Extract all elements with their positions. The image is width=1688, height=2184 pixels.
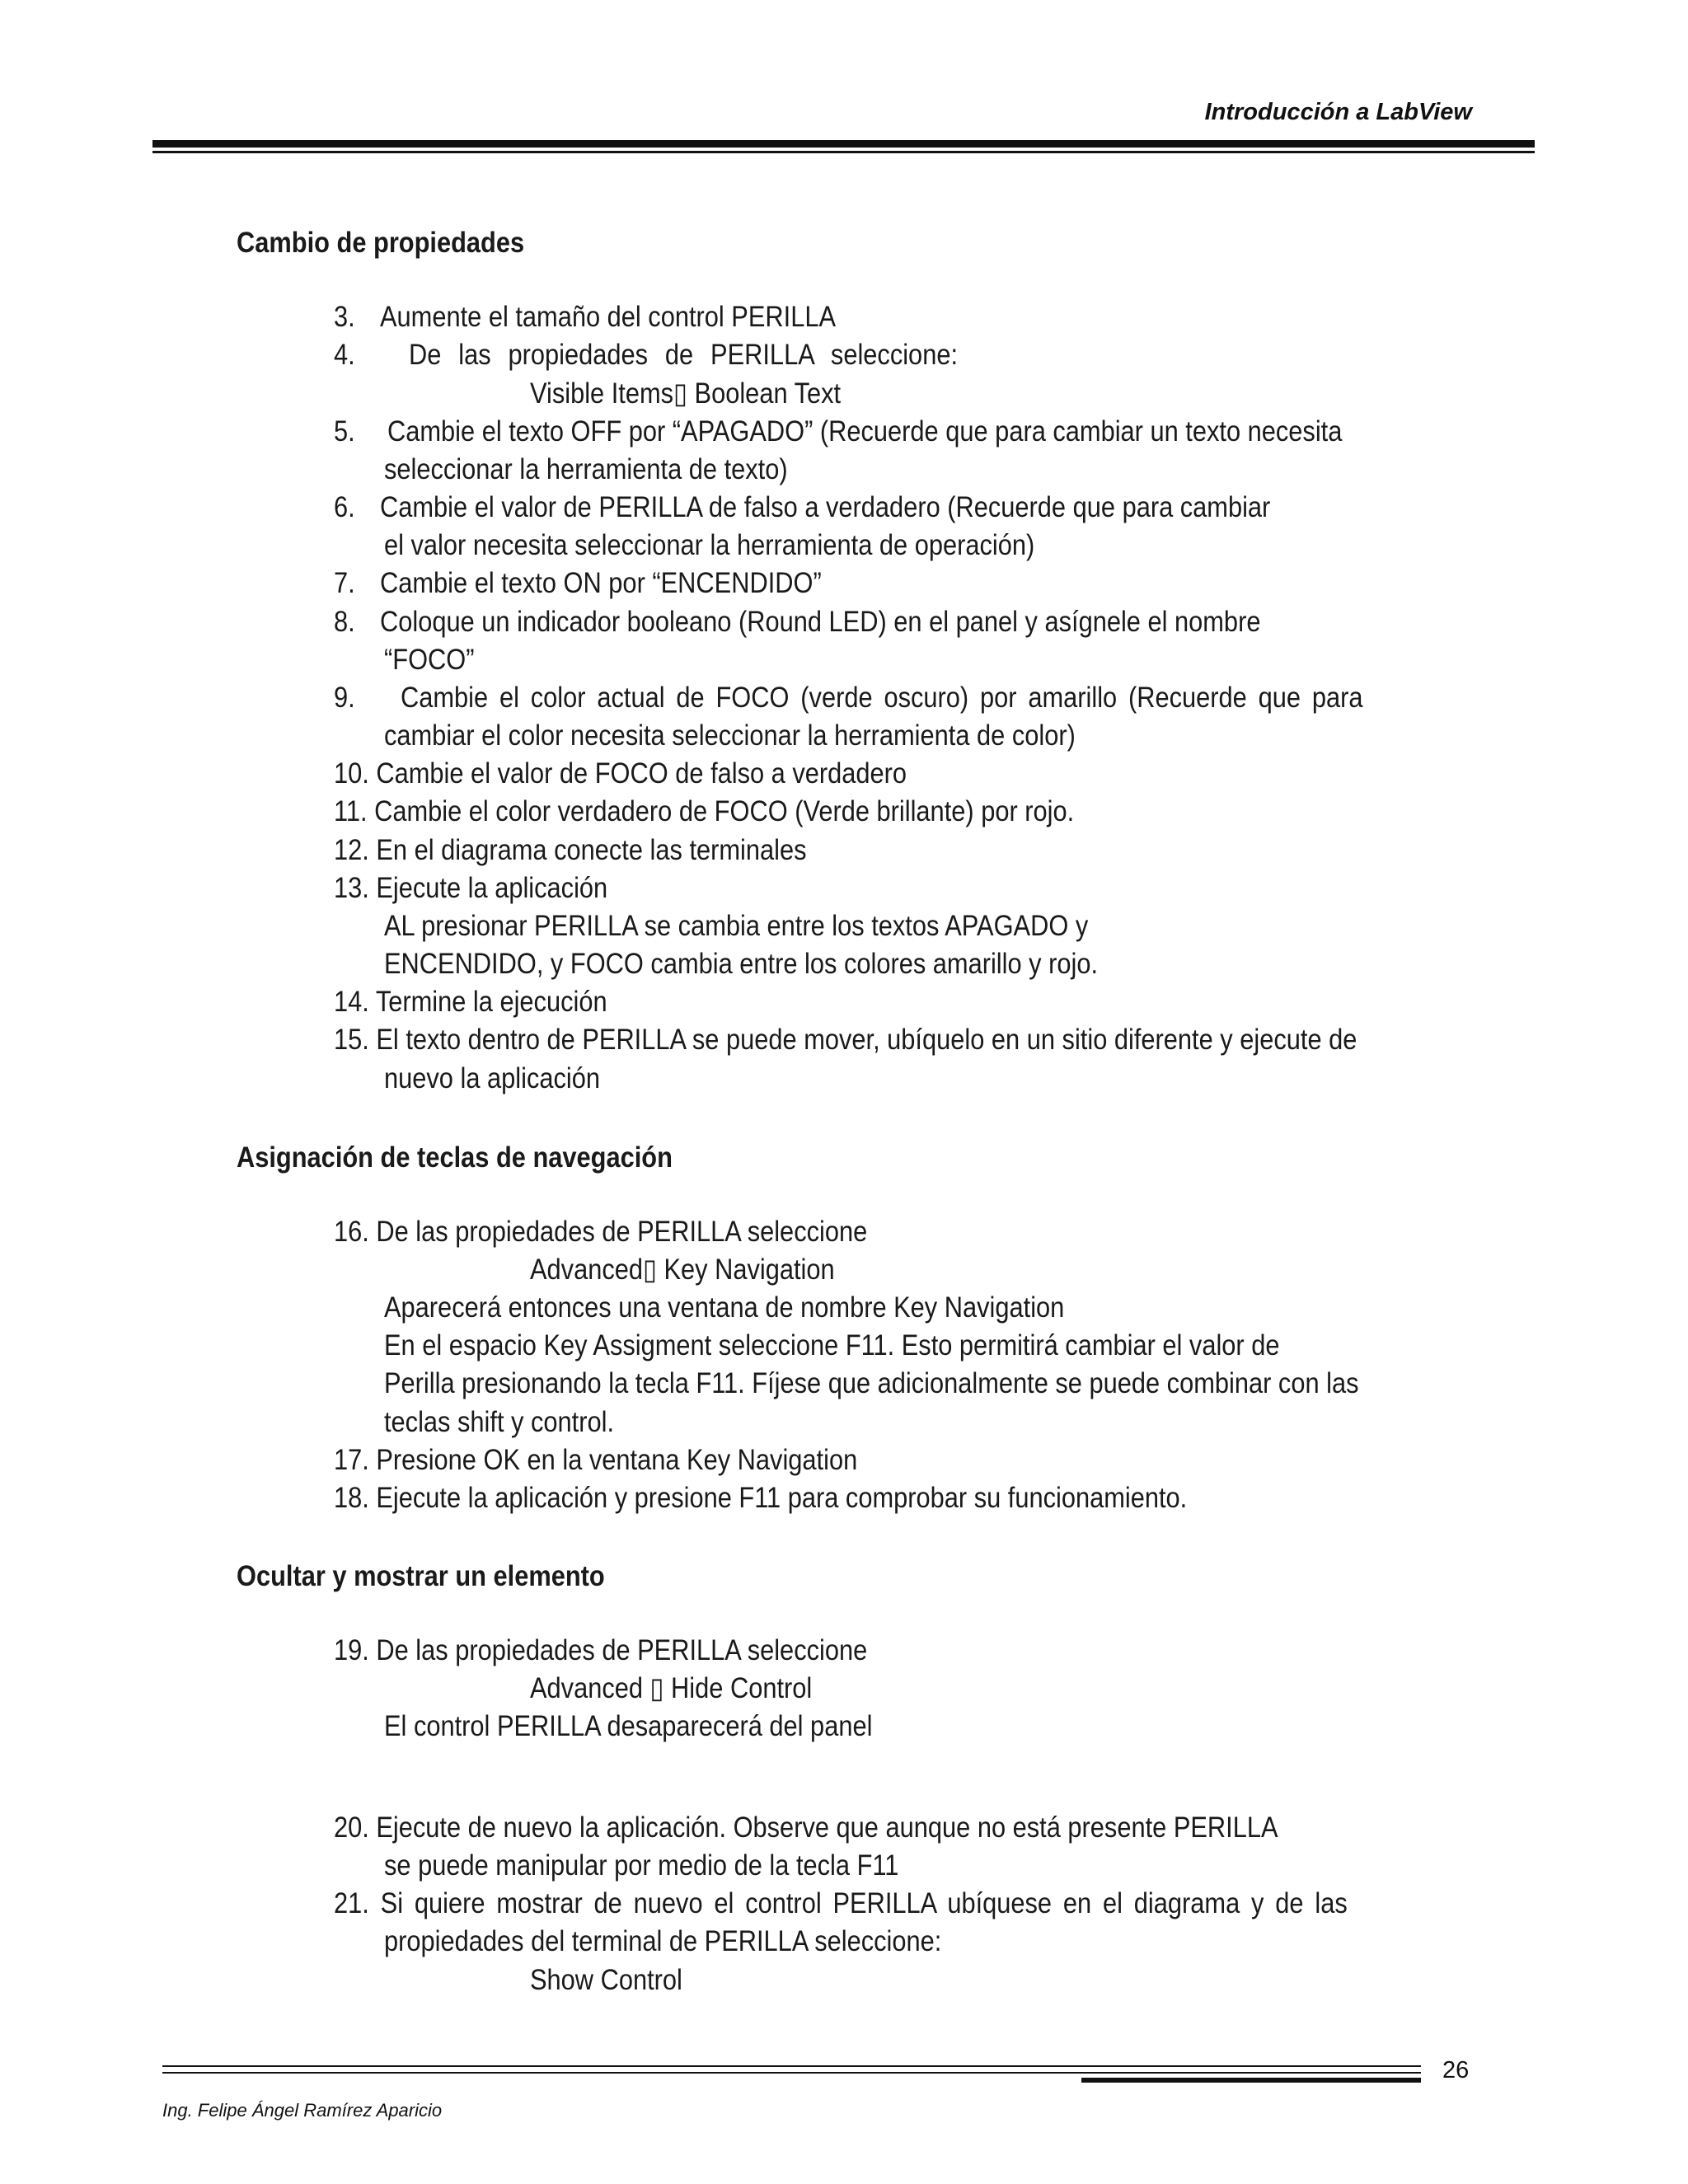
list-item-text: Coloque un indicador booleano (Round LED) en el panel y asígnele el nombre [380, 606, 1261, 638]
list-item-text: Perilla presionando la tecla F11. Fíjese que adicionalmente se puede combinar con las [384, 1367, 1359, 1399]
list-item-text: 19. De las propiedades de PERILLA seleccione [334, 1634, 868, 1666]
footer-rule [162, 2072, 1421, 2074]
list-item-text: De las propiedades de PERILLA seleccione: [409, 339, 959, 371]
list-item-text: 17. Presione OK en la ventana Key Navigation [334, 1444, 858, 1476]
list-item-text: “FOCO” [384, 644, 475, 676]
list-item-text: 13. Ejecute la aplicación [334, 872, 608, 904]
item-number: 5. [334, 415, 355, 448]
list-item-text: 18. Ejecute la aplicación y presione F11 para comprobar su funcionamiento. [334, 1482, 1188, 1514]
header-title: Introducción a LabView [1204, 99, 1472, 125]
list-item-text: el valor necesita seleccionar la herramienta de operación) [384, 529, 1035, 561]
list-item-text: Cambie el color actual de FOCO (verde oscuro) por amarillo (Recuerde que para [401, 682, 1363, 714]
item-number: 4. [334, 339, 355, 371]
list-item-text: nuevo la aplicación [384, 1062, 600, 1094]
list-item-text: Cambie el texto ON por “ENCENDIDO” [380, 567, 822, 599]
menu-path: Advanced ▯ Hide Control [530, 1672, 813, 1704]
list-item-text: El control PERILLA desaparecerá del panel [384, 1710, 873, 1742]
section-heading-ocultar-mostrar: Ocultar y mostrar un elemento [237, 1560, 605, 1592]
list-item-text: 16. De las propiedades de PERILLA seleccione [334, 1216, 868, 1248]
item-number: 9. [334, 682, 355, 714]
list-item-text: 12. En el diagrama conecte las terminales [334, 834, 807, 866]
page-number: 26 [1442, 2057, 1470, 2083]
list-item-text: AL presionar PERILLA se cambia entre los textos APAGADO y [384, 910, 1089, 942]
list-item-text: 21. Si quiere mostrar de nuevo el control PERILLA ubíquese en el diagrama y de las [334, 1887, 1348, 1919]
list-item-text: teclas shift y control. [384, 1406, 615, 1438]
footer-author: Ing. Felipe Ángel Ramírez Aparicio [162, 2100, 443, 2121]
list-item-text: Cambie el valor de PERILLA de falso a verdadero (Recuerde que para cambiar [380, 491, 1271, 523]
list-item-text: Aumente el tamaño del control PERILLA [380, 301, 837, 333]
footer-rule-thick [1081, 2078, 1421, 2083]
item-number: 3. [334, 301, 355, 333]
section-heading-cambio-propiedades: Cambio de propiedades [237, 227, 525, 259]
footer-rule [162, 2065, 1421, 2067]
list-item-text: En el espacio Key Assigment seleccione F11. Esto permitirá cambiar el valor de [384, 1329, 1280, 1361]
item-number: 7. [334, 567, 355, 599]
list-item-text: seleccionar la herramienta de texto) [384, 453, 788, 485]
header-rule-thin [152, 151, 1535, 153]
list-item-text: ENCENDIDO, y FOCO cambia entre los colores amarillo y rojo. [384, 948, 1099, 980]
header-rule [152, 140, 1535, 148]
list-item-text: se puede manipular por medio de la tecla F11 [384, 1849, 899, 1882]
list-item-text: propiedades del terminal de PERILLA seleccione: [384, 1925, 942, 1957]
list-item-text: 10. Cambie el valor de FOCO de falso a verdadero [334, 757, 907, 790]
section-heading-teclas-navegacion: Asignación de teclas de navegación [237, 1141, 673, 1174]
list-item-text: 11. Cambie el color verdadero de FOCO (Verde brillante) por rojo. [334, 795, 1075, 827]
menu-path: Visible Items▯ Boolean Text [530, 377, 842, 410]
list-item-text: 15. El texto dentro de PERILLA se puede mover, ubíquelo en un sitio diferente y ejecute de [334, 1024, 1357, 1056]
menu-path: Advanced▯ Key Navigation [530, 1254, 835, 1286]
list-item-text: Aparecerá entonces una ventana de nombre Key Navigation [384, 1291, 1065, 1324]
item-number: 8. [334, 606, 355, 638]
list-item-text: cambiar el color necesita seleccionar la herramienta de color) [384, 719, 1076, 752]
menu-path: Show Control [530, 1964, 682, 1996]
list-item-text: 14. Termine la ejecución [334, 986, 607, 1018]
list-item-text: 20. Ejecute de nuevo la aplicación. Observe que aunque no está presente PERILLA [334, 1811, 1278, 1844]
list-item-text: Cambie el texto OFF por “APAGADO” (Recuerde que para cambiar un texto necesita [387, 415, 1343, 448]
item-number: 6. [334, 491, 355, 523]
